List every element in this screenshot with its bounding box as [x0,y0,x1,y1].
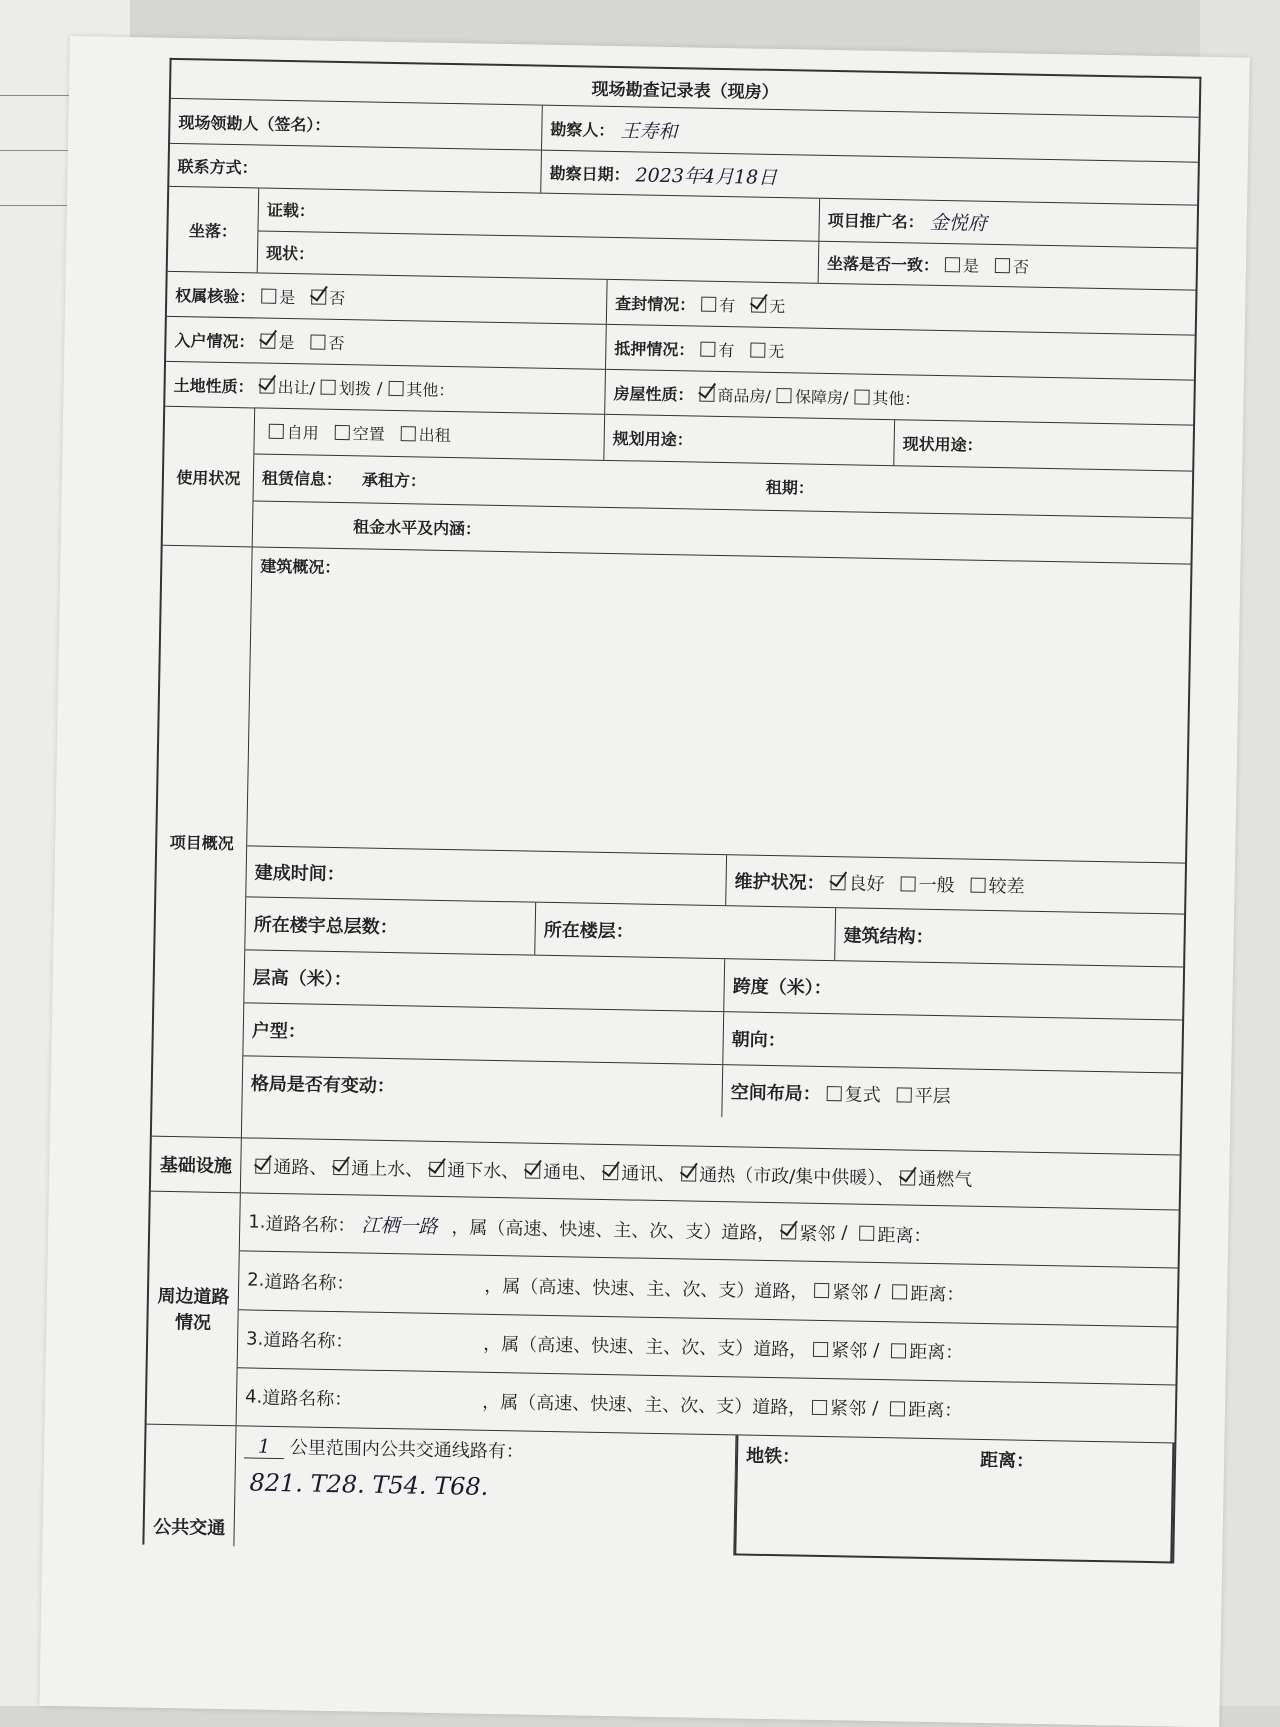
maintenance-average-checkbox[interactable] [900,876,915,891]
land-allocation-label: 划拨 [338,378,372,399]
duplex-checkbox[interactable] [827,1086,842,1101]
usage-vacant-label: 空置 [352,424,385,444]
road-1-number: 1. [248,1211,266,1233]
project-name-cell[interactable] [819,199,1197,247]
road-4-distance-label: 距离： [908,1399,963,1422]
ownership-no-label: 否 [329,288,346,308]
road-4-class: ，属（高速、快速、主、次、支）道路， [482,1392,807,1420]
ownership-yes-label: 是 [279,287,296,307]
flat-label: 平层 [914,1085,951,1108]
transit-label: 公共交通 [144,1425,236,1547]
project-name-block [819,199,1197,290]
occupancy-cell [166,317,607,369]
current-label: 现状： [265,243,315,264]
road-3-adjacent-label: 紧邻 [831,1340,868,1362]
rent-level-label: 租金水平及内涵： [352,517,482,539]
building-overview-row [247,547,1190,863]
road-2-number: 2. [247,1269,265,1292]
house-commercial-label: 商品房/ [717,385,772,406]
road-1-distance-checkbox[interactable] [859,1226,874,1241]
contact-label: 联系方式： [169,144,542,193]
survey-form [142,58,1201,1564]
land-transfer-checkbox[interactable] [260,378,275,393]
roads-row [147,1192,1179,1444]
road-1-distance-label: 距离： [877,1224,932,1247]
infra-power-label: 通电、 [543,1161,598,1184]
occupancy-no-checkbox[interactable] [310,334,325,349]
occupancy-yes-checkbox[interactable] [260,333,275,348]
built-time-label: 建成时间： [246,846,727,905]
usage-self-label: 自用 [286,423,319,443]
transit-km-value: 1 [244,1435,284,1459]
house-commercial-checkbox[interactable] [699,386,714,401]
span-label: 跨度（米）： [732,976,832,1000]
maintenance-good-checkbox[interactable] [830,875,845,890]
ownership-cell [167,272,608,324]
road-3-distance-label: 距离： [909,1341,964,1364]
land-nature-label: 土地性质： [173,375,254,396]
building-overview-label: 建筑概况： [260,556,341,578]
usage-rent-checkbox[interactable] [401,426,416,441]
survey-date-value: 2023年4月18日 [635,163,778,189]
space-layout-cell [722,1065,1181,1125]
seizure-label: 查封情况： [615,293,696,315]
infra-drainage-label: 通下水、 [447,1160,520,1183]
mortgage-have-checkbox[interactable] [700,341,715,356]
infra-water-supply-checkbox[interactable] [333,1160,348,1175]
location-match-no-label: 否 [1012,257,1030,277]
road-4-number: 4. [244,1386,263,1408]
project-name-value: 金悦府 [929,212,987,236]
mortgage-none-checkbox[interactable] [750,342,765,357]
road-4-distance-checkbox[interactable] [890,1401,905,1416]
project-name-label: 项目推广名： [827,211,924,232]
road-1-name: 江栖一路 [361,1214,438,1239]
land-other-checkbox[interactable] [388,380,403,395]
infra-gas-checkbox[interactable] [900,1170,915,1185]
road-1-adjacent-label: 紧邻 [799,1223,836,1245]
road-2-prefix: 道路名称： [264,1271,355,1295]
road-3-prefix: 道路名称： [263,1329,354,1353]
metro-cell [734,1435,1174,1563]
land-slash: / [376,378,383,398]
surveyor-signature: 王寿和 [620,119,678,143]
transit-lines-value: 821. T28. T54. T68. [249,1468,489,1501]
seizure-have-label: 有 [719,295,736,315]
metro-label: 地铁： [745,1445,801,1468]
infra-water-supply-label: 通上水、 [351,1158,424,1181]
location-details [258,188,820,282]
infrastructure-label: 基础设施 [151,1137,242,1193]
lease-info-label: 租赁信息： [261,469,343,490]
road-3-adjacent-checkbox[interactable] [813,1341,828,1356]
road-2-adjacent-checkbox[interactable] [814,1283,829,1298]
location-match-yes-label: 是 [962,256,980,276]
field-guide-label: 现场领勘人（签名）： [170,99,543,150]
land-transfer-label: 出让/ [277,377,316,398]
road-2-slash: / [874,1281,881,1303]
house-nature-label: 房屋性质： [613,383,694,404]
land-other-label: 其他： [406,379,455,400]
occupancy-yes-label: 是 [278,332,295,352]
road-2-adjacent-label: 紧邻 [832,1282,869,1304]
usage-details [253,408,1193,563]
location-match-no-checkbox[interactable] [995,258,1010,273]
project-overview-label: 项目概况 [152,546,253,1138]
maintenance-average-label: 一般 [918,874,955,897]
layout-change-label: 格局是否有变动： [242,1056,723,1117]
ownership-yes-checkbox[interactable] [261,288,276,303]
form-title: 现场勘查记录表（现房） [591,79,779,103]
infra-power-checkbox[interactable] [525,1163,540,1178]
background-rule [0,95,70,96]
infra-heating-checkbox[interactable] [681,1166,696,1181]
infra-telecom-label: 通讯、 [621,1163,676,1186]
floor-label: 所在楼层： [535,903,836,960]
transit-text: 公里范围内公共交通线路有： [289,1437,525,1463]
maintenance-poor-checkbox[interactable] [970,877,985,892]
form-sheet [39,36,1249,1727]
location-label: 坐落： [168,187,260,273]
road-2-distance-label: 距离： [910,1283,965,1306]
project-overview-row [152,546,1191,1156]
infra-drainage-checkbox[interactable] [429,1161,444,1176]
road-3-class: ，属（高速、快速、主、次、支）道路， [483,1333,808,1361]
road-1-adjacent-checkbox[interactable] [781,1224,796,1239]
certificate-label: 证载： [266,200,316,221]
lease-term-label: 租期： [765,478,815,499]
ownership-label: 权属核验： [175,285,256,306]
location-match-cell [819,241,1197,289]
land-nature-cell [165,362,606,414]
infra-road-label: 通路、 [273,1156,328,1179]
maintenance-cell [726,855,1185,913]
usage-self-checkbox[interactable] [269,424,284,439]
space-layout-label: 空间布局： [730,1082,821,1105]
road-4-prefix: 道路名称： [262,1388,353,1411]
structure-label: 建筑结构： [843,925,934,948]
lessee-label: 承租方： [361,470,427,492]
occupancy-label: 入户情况： [174,330,255,351]
house-other-label: 其他： [872,388,921,409]
road-1-slash: / [841,1222,848,1244]
road-2-distance-checkbox[interactable] [892,1285,907,1300]
infra-telecom-checkbox[interactable] [603,1164,618,1179]
location-match-row [819,241,1197,289]
metro-distance-label: 距离： [979,1449,1035,1472]
background-rule [0,150,70,151]
maintenance-poor-label: 较差 [988,875,1025,898]
survey-date-label: 勘察日期： [549,163,630,184]
flat-checkbox[interactable] [897,1087,912,1102]
transit-row [144,1425,1174,1564]
road-1-prefix: 道路名称： [265,1213,356,1237]
seizure-have-checkbox[interactable] [701,296,716,311]
road-2-class: ，属（高速、快速、主、次、支）道路， [484,1275,809,1303]
house-other-checkbox[interactable] [854,389,869,404]
maintenance-label: 维护状况： [734,871,825,894]
seizure-none-label: 无 [769,296,786,316]
usage-options-cell [254,408,605,460]
ownership-no-checkbox[interactable] [311,289,326,304]
planned-use-label: 规划用途： [604,415,895,466]
floor-height-label: 层高（米）： [244,950,725,1011]
background-rule [0,205,70,206]
seizure-none-checkbox[interactable] [751,297,766,312]
road-4-adjacent-checkbox[interactable] [812,1400,827,1415]
usage-rent-label: 出租 [418,425,451,446]
maintenance-good-label: 良好 [848,873,885,896]
road-3-distance-checkbox[interactable] [891,1343,906,1358]
project-overview-details [242,547,1191,1154]
mortgage-label: 抵押情况： [614,338,695,359]
duplex-label: 复式 [844,1084,881,1107]
land-allocation-checkbox[interactable] [321,379,336,394]
current-use-label: 现状用途： [902,434,983,455]
surveyor-label: 勘察人： [550,119,615,140]
roads-list [237,1193,1179,1442]
road-4-adjacent-label: 紧邻 [829,1398,867,1421]
usage-vacant-checkbox[interactable] [335,425,350,440]
orientation-label: 朝向： [731,1029,786,1052]
location-match-label: 坐落是否一致： [826,253,940,275]
house-affordable-label: 保障房/ [794,386,849,407]
transit-lines-cell [234,1426,736,1555]
house-affordable-checkbox[interactable] [777,388,792,403]
road-4-slash: / [871,1397,879,1419]
infra-gas-label: 通燃气 [918,1168,973,1191]
total-floors-label: 所在楼宇总层数： [245,897,536,954]
infra-heating-label: 通热（市政/集中供暖）、 [699,1164,895,1190]
road-1-class: ，属（高速、快速、主、次、支）道路， [451,1216,776,1244]
road-3-slash: / [873,1339,880,1361]
location-match-yes-checkbox[interactable] [945,257,960,272]
usage-row [163,407,1193,565]
unit-type-label: 户型： [243,1003,724,1064]
occupancy-no-label: 否 [328,333,345,353]
mortgage-have-label: 有 [718,340,735,360]
usage-label: 使用状况 [163,407,256,547]
project-name-row [819,199,1197,248]
road-3-number: 3. [245,1328,264,1350]
infra-road-checkbox[interactable] [255,1158,270,1173]
mortgage-none-label: 无 [768,341,785,361]
roads-label: 周边道路情况 [147,1192,241,1426]
